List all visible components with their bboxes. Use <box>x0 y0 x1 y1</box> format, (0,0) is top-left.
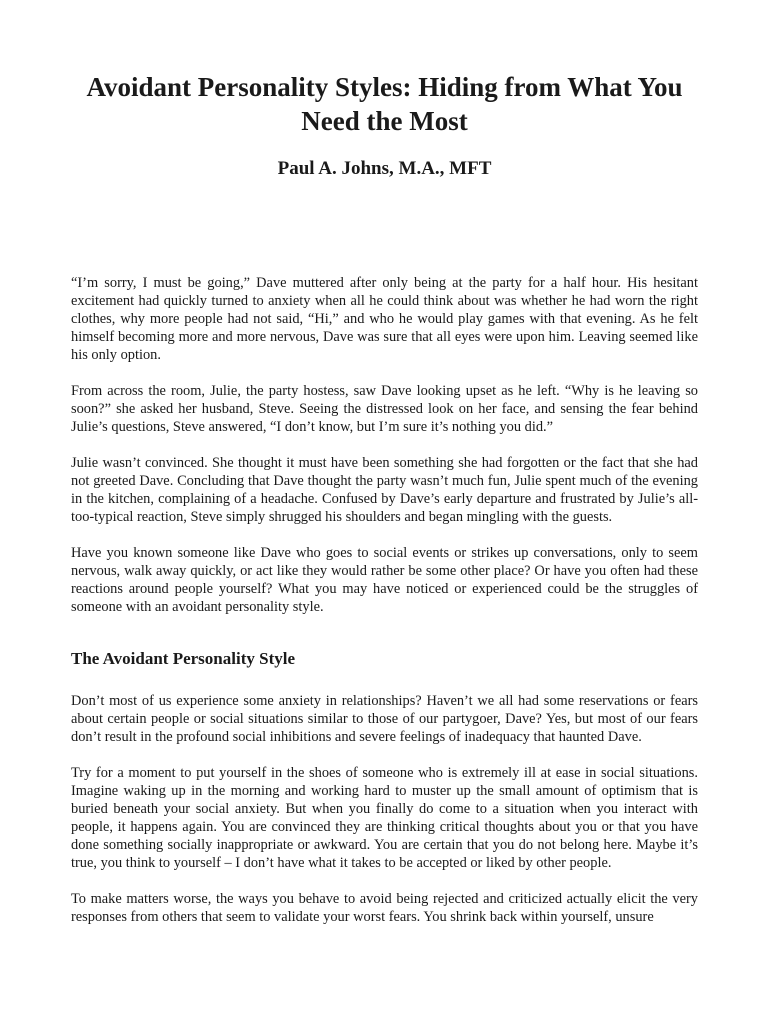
document-title: Avoidant Personality Styles: Hiding from What You Need the Most <box>86 72 683 136</box>
section-heading: The Avoidant Personality Style <box>71 649 295 668</box>
paragraph: “I’m sorry, I must be going,” Dave muttered after only being at the party for a half hour. His hesitant excitement had quickly turned to anxiety when all he could think about was whether he had worn the right clothes, why more people had not said, “Hi,” and who he would play games with that evening. As he felt himself becoming more and more nervous, Dave was sure that all eyes were upon him. Leaving seemed like his only option. <box>71 275 698 363</box>
article-body <box>71 274 698 926</box>
paragraph: Try for a moment to put yourself in the shoes of someone who is extremely ill at ease in social situations. Imagine waking up in the morning and working hard to muster up the small amount of optimism that is buried beneath your social anxiety. But when you finally do come to a situation when you interact with people, it happens again. You are convinced they are thinking critical thoughts about you or that you have done something socially inappropriate or awkward. You are certain that you do not belong here. Maybe it’s true, you think to yourself – I don’t have what it takes to be accepted or liked by other people. <box>71 765 698 871</box>
paragraph: Have you known someone like Dave who goes to social events or strikes up conversations, only to seem nervous, walk away quickly, or act like they would rather be some other place? Or have you often had these reactions around people yourself? What you may have noticed or experienced could be the struggles of someone with an avoidant personality style. <box>71 545 698 615</box>
paragraph: Julie wasn’t convinced. She thought it must have been something she had forgotten or the fact that she had not greeted Dave. Concluding that Dave thought the party wasn’t much fun, Julie spent much of the evening in the kitchen, complaining of a headache. Confused by Dave’s early departure and frustrated by Julie’s all-too-typical reaction, Steve simply shrugged his shoulders and began mingling with the guests. <box>71 455 698 525</box>
paragraph: To make matters worse, the ways you behave to avoid being rejected and criticized actually elicit the very responses from others that seem to validate your worst fears. You shrink back within yourself, unsure <box>71 891 698 925</box>
paragraph: From across the room, Julie, the party hostess, saw Dave looking upset as he left. “Why is he leaving so soon?” she asked her husband, Steve. Seeing the distressed look on her face, and sensing the fear behind Julie’s questions, Steve answered, “I don’t know, but I’m sure it’s nothing you did.” <box>71 383 698 435</box>
author-byline: Paul A. Johns, M.A., MFT <box>277 158 492 179</box>
document-page <box>71 70 698 944</box>
paragraph: Don’t most of us experience some anxiety in relationships? Haven’t we all had some reservations or fears about certain people or social situations similar to those of our partygoer, Dave? Yes, but most of our fears don’t result in the profound social inhibitions and severe feelings of inadequacy that haunted Dave. <box>71 693 698 745</box>
